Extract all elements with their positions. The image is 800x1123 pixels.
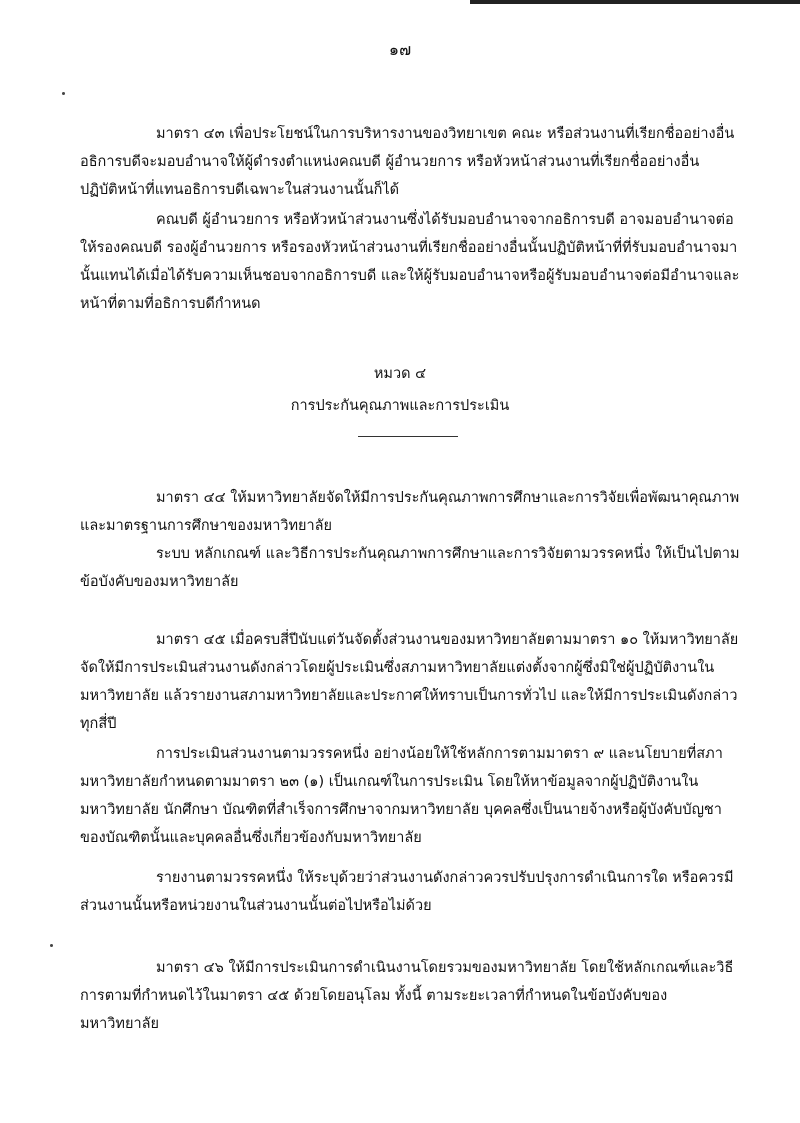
chapter-heading: หมวด ๔ <box>373 366 427 382</box>
section-43-paragraph: มาตรา ๔๓ เพื่อประโยชน์ในการบริหารงานของวิทยาเขต คณะ หรือส่วนงานที่เรียกชื่ออย่างอื่น อธิการบดีจะมอบอำนาจให้ผู้ดำรงตำแหน่งคณบดี ผู้อำนวยการ หรือหัวหน้าส่วนงานที่เรียกชื่ออย่างอื่น ปฏิบัติหน้าที่แทนอธิการบดีเฉพาะในส่วนงานนั้นก็ได้ <box>80 126 735 198</box>
section-44-second-paragraph: ระบบ หลักเกณฑ์ และวิธีการประกันคุณภาพการศึกษาและการวิจัยตามวรรคหนึ่ง ให้เป็นไปตามข้อบังคับของมหาวิทยาลัย <box>80 546 740 590</box>
section-43-second-paragraph: คณบดี ผู้อำนวยการ หรือหัวหน้าส่วนงานซึ่งได้รับมอบอำนาจจากอธิการบดี อาจมอบอำนาจต่อให้รองคณบดี รองผู้อำนวยการ หรือรองหัวหน้าส่วนงานที่เรียกชื่ออย่างอื่นนั้นปฏิบัติหน้าที่ที่รับมอบอำนาจมานั้นแทนได้เมื่อได้รับความเห็นชอบจากอธิการบดี และให้ผู้รับมอบอำนาจหรือผู้รับมอบอำนาจต่อมีอำนาจและหน้าที่ตามที่อธิการบดีกำหนด <box>80 212 740 312</box>
scan-speck <box>62 92 65 95</box>
section-44-paragraph: มาตรา ๔๔ ให้มหาวิทยาลัยจัดให้มีการประกันคุณภาพการศึกษาและการวิจัยเพื่อพัฒนาคุณภาพและมาตรฐานการศึกษาของมหาวิทยาลัย <box>80 490 740 534</box>
scan-speck <box>50 944 53 947</box>
section-45-third-paragraph: รายงานตามวรรคหนึ่ง ให้ระบุด้วยว่าส่วนงานดังกล่าวควรปรับปรุงการดำเนินการใด หรือควรมีส่วนงานนั้นหรือหน่วยงานในส่วนงานนั้นต่อไปหรือไม่ด้วย <box>80 870 734 914</box>
section-divider <box>358 436 458 437</box>
section-45-second-paragraph: การประเมินส่วนงานตามวรรคหนึ่ง อย่างน้อยให้ใช้หลักการตามมาตรา ๙ และนโยบายที่สภามหาวิทยาลัยกำหนดตามมาตรา ๒๓ (๑) เป็นเกณฑ์ในการประเมิน โดยให้หาข้อมูลจากผู้ปฏิบัติงานในมหาวิทยาลัย นักศึกษา บัณฑิตที่สำเร็จการศึกษาจากมหาวิทยาลัย บุคคลซึ่งเป็นนายจ้างหรือผู้บังคับบัญชาของบัณฑิตนั้นและบุคคลอื่นซึ่งเกี่ยวข้องกับมหาวิทยาลัย <box>80 746 723 846</box>
chapter-title: การประกันคุณภาพและการประเมิน <box>290 398 510 414</box>
scan-top-border <box>470 0 800 4</box>
section-45-paragraph: มาตรา ๔๕ เมื่อครบสี่ปีนับแต่วันจัดตั้งส่วนงานของมหาวิทยาลัยตามมาตรา ๑๐ ให้มหาวิทยาลัยจัดให้มีการประเมินส่วนงานดังกล่าวโดยผู้ประเมินซึ่งสภามหาวิทยาลัยแต่งตั้งจากผู้ซึ่งมิใช่ผู้ปฏิบัติงานในมหาวิทยาลัย แล้วรายงานสภามหาวิทยาลัยและประกาศให้ทราบเป็นการทั่วไป และให้มีการประเมินดังกล่าวทุกสี่ปี <box>80 632 739 732</box>
section-46-paragraph: มาตรา ๔๖ ให้มีการประเมินการดำเนินงานโดยรวมของมหาวิทยาลัย โดยใช้หลักเกณฑ์และวิธีการตามที่กำหนดไว้ในมาตรา ๔๕ ด้วยโดยอนุโลม ทั้งนี้ ตามระยะเวลาที่กำหนดในข้อบังคับของมหาวิทยาลัย <box>80 960 734 1032</box>
page-number: ๑๗ <box>388 40 412 59</box>
